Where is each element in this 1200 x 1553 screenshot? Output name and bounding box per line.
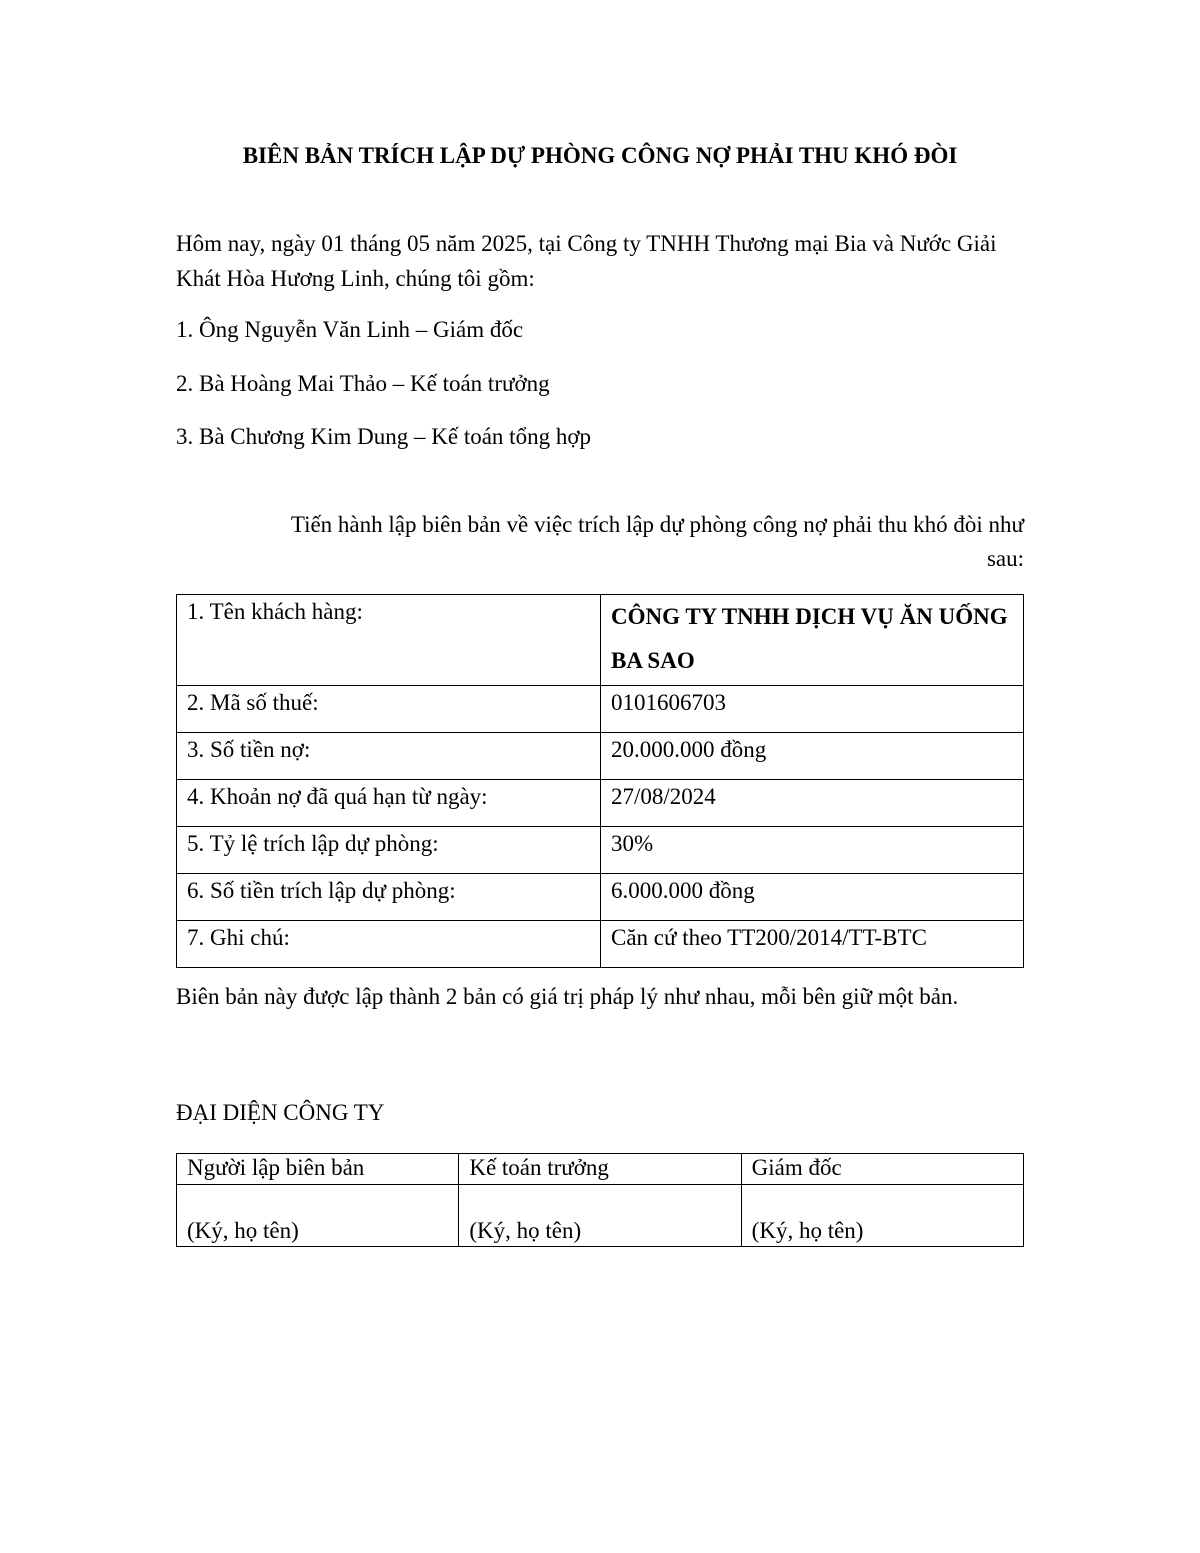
proceed-line: Tiến hành lập biên bản về việc trích lập dự phòng công nợ phải thu khó đòi như <box>290 512 1024 537</box>
representative-heading: ĐẠI DIỆN CÔNG TY <box>176 1100 385 1125</box>
info-value: Căn cứ theo TT200/2014/TT-BTC <box>601 921 1024 968</box>
info-label: 5. Tỷ lệ trích lập dự phòng: <box>177 827 601 874</box>
info-label: 4. Khoản nợ đã quá hạn từ ngày: <box>177 780 601 827</box>
table-row <box>177 874 1024 921</box>
proceed-line: sau: <box>986 546 1024 571</box>
table-row <box>177 733 1024 780</box>
info-value: 0101606703 <box>601 686 1024 733</box>
info-value: 6.000.000 đồng <box>601 874 1024 921</box>
table-row <box>177 686 1024 733</box>
info-label: 7. Ghi chú: <box>177 921 601 968</box>
table-row <box>177 827 1024 874</box>
signature-note: (Ký, họ tên) <box>741 1185 1023 1247</box>
table-row <box>177 595 1024 686</box>
member-item: 2. Bà Hoàng Mai Thảo – Kế toán trưởng <box>176 371 550 396</box>
table-row <box>177 780 1024 827</box>
info-label: 3. Số tiền nợ: <box>177 733 601 780</box>
info-label: 2. Mã số thuế: <box>177 686 601 733</box>
intro-paragraph: Hôm nay, ngày 01 tháng 05 năm 2025, tại Công ty TNHH Thương mại Bia và Nước Giải Khát Hòa Hương Linh, chúng tôi gồm: <box>176 231 997 291</box>
signature-role: Kế toán trưởng <box>459 1154 741 1185</box>
signature-role: Người lập biên bản <box>177 1154 459 1185</box>
signature-role: Giám đốc <box>741 1154 1023 1185</box>
signature-note: (Ký, họ tên) <box>459 1185 741 1247</box>
signature-note: (Ký, họ tên) <box>177 1185 459 1247</box>
info-label: 6. Số tiền trích lập dự phòng: <box>177 874 601 921</box>
info-label: 1. Tên khách hàng: <box>177 595 601 686</box>
document-title: BIÊN BẢN TRÍCH LẬP DỰ PHÒNG CÔNG NỢ PHẢI THU KHÓ ĐÒI <box>242 143 958 168</box>
proceed-paragraph <box>176 508 1024 576</box>
debt-info-table <box>176 594 1024 968</box>
closing-paragraph: Biên bản này được lập thành 2 bản có giá trị pháp lý như nhau, mỗi bên giữ một bản. <box>176 984 959 1009</box>
table-row <box>177 921 1024 968</box>
info-value: CÔNG TY TNHH DỊCH VỤ ĂN UỐNG BA SAO <box>601 595 1024 686</box>
member-item: 3. Bà Chương Kim Dung – Kế toán tổng hợp <box>176 424 591 449</box>
info-value: 27/08/2024 <box>601 780 1024 827</box>
info-value: 20.000.000 đồng <box>601 733 1024 780</box>
table-row <box>177 1154 1024 1185</box>
signature-table <box>176 1153 1024 1247</box>
info-value: 30% <box>601 827 1024 874</box>
table-row <box>177 1185 1024 1247</box>
member-item: 1. Ông Nguyễn Văn Linh – Giám đốc <box>176 317 524 342</box>
